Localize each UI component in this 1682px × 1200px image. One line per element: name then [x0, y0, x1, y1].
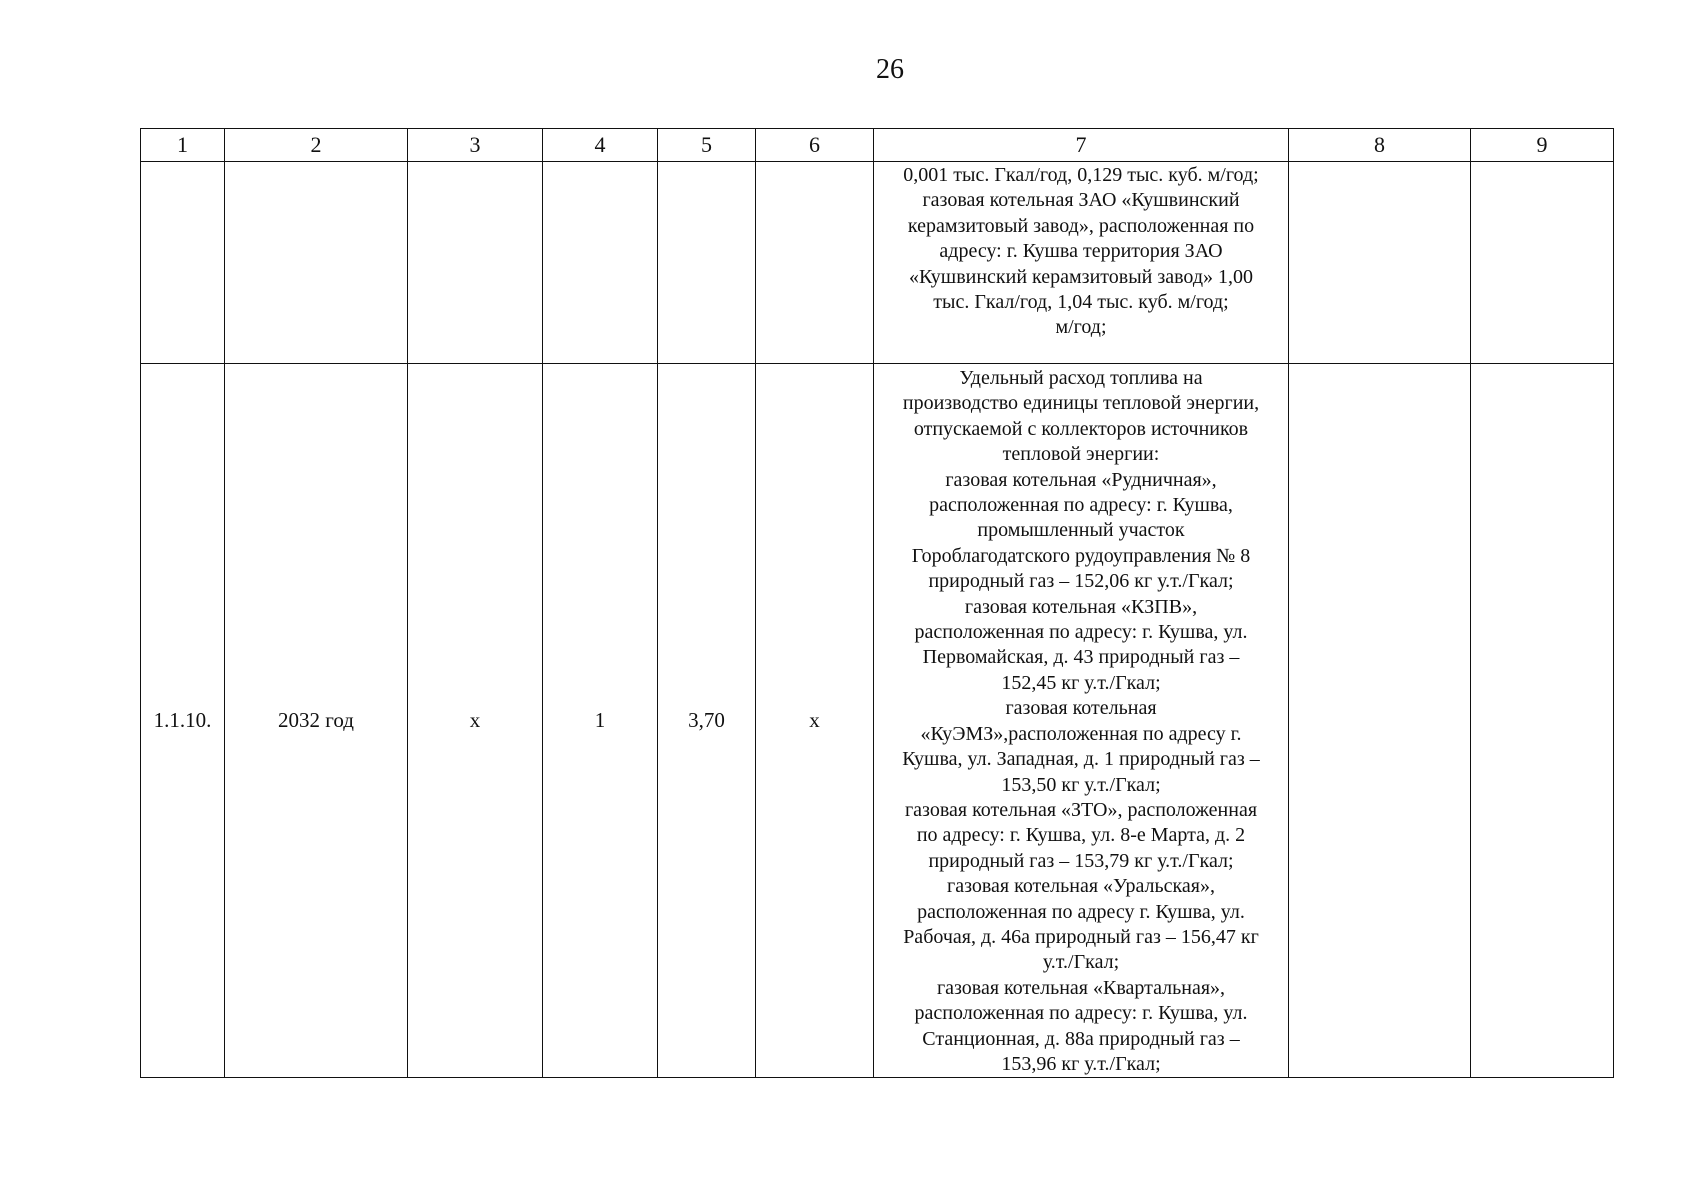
description-line: тепловой энергии: — [1002, 443, 1160, 466]
cell-col8 — [1289, 364, 1471, 1078]
cell-item-number — [141, 162, 225, 364]
description-line: расположенная по адресу: г. Кушва, — [929, 494, 1233, 517]
description-line: по адресу: г. Кушва, ул. 8-е Марта, д. 2 — [916, 824, 1246, 847]
cell-col3: х — [408, 364, 543, 1078]
cell-year: 2032 год — [225, 364, 408, 1078]
column-header-9: 9 — [1471, 129, 1614, 162]
page-number: 26 — [876, 54, 904, 85]
description-line: 152,45 кг у.т./Гкал; — [1001, 671, 1161, 694]
cell-col6: х — [756, 364, 874, 1078]
description-line: 0,001 тыс. Гкал/год, 0,129 тыс. куб. м/год; — [903, 164, 1259, 186]
column-header-7: 7 — [874, 129, 1289, 162]
cell-col9 — [1471, 364, 1614, 1078]
cell-description — [874, 364, 1289, 1078]
description-line: газовая котельная «Рудничная», — [945, 468, 1217, 491]
data-table — [140, 128, 1614, 1078]
cell-col4: 1 — [543, 364, 658, 1078]
description-line: природный газ – 152,06 кг у.т./Гкал; — [928, 570, 1234, 593]
description-line: Гороблагодатского рудоуправления № 8 — [911, 544, 1251, 567]
description-line: Рабочая, д. 46а природный газ – 156,47 кг — [903, 925, 1259, 948]
description-line: Станционная, д. 88а природный газ – — [922, 1027, 1240, 1050]
description-line: расположенная по адресу: г. Кушва, ул. — [914, 621, 1248, 644]
cell-col6 — [756, 162, 874, 364]
column-header-2: 2 — [225, 129, 408, 162]
column-header-6: 6 — [756, 129, 874, 162]
description-line: промышленный участок — [977, 519, 1185, 542]
cell-col8 — [1289, 162, 1471, 364]
cell-col9 — [1471, 162, 1614, 364]
cell-col4 — [543, 162, 658, 364]
description-line: газовая котельная — [1005, 697, 1157, 720]
column-header-3: 3 — [408, 129, 543, 162]
description-line: керамзитовый завод», расположенная по — [907, 214, 1255, 237]
description-line: отпускаемой с коллекторов источников — [913, 417, 1249, 440]
cell-item-number: 1.1.10. — [141, 364, 225, 1078]
cell-col5: 3,70 — [658, 364, 756, 1078]
description-line: газовая котельная «Квартальная», — [936, 976, 1226, 999]
table-row — [141, 364, 1614, 1078]
description-line: Первомайская, д. 43 природный газ – — [922, 646, 1240, 669]
cell-description — [874, 162, 1289, 364]
description-line: м/год; — [1055, 316, 1107, 339]
description-line: производство единицы тепловой энергии, — [902, 392, 1260, 415]
column-header-4: 4 — [543, 129, 658, 162]
description-line: газовая котельная «КЗПВ», — [964, 595, 1198, 618]
description-line: расположенная по адресу г. Кушва, ул. — [917, 900, 1245, 923]
description-line: «Кушвинский керамзитовый завод» 1,00 — [908, 265, 1254, 288]
cell-col5 — [658, 162, 756, 364]
column-header-1: 1 — [141, 129, 225, 162]
description-line: природный газ – 153,79 кг у.т./Гкал; — [928, 849, 1234, 872]
description-line: адресу: г. Кушва территория ЗАО — [939, 240, 1223, 263]
table-header-row — [141, 129, 1614, 162]
column-header-5: 5 — [658, 129, 756, 162]
description-line: газовая котельная ЗАО «Кушвинский — [922, 189, 1240, 212]
description-line: Удельный расход топлива на — [959, 367, 1203, 389]
description-line: «КуЭМЗ»,расположенная по адресу г. — [920, 722, 1242, 745]
table-row — [141, 162, 1614, 364]
description-line: газовая котельная «Уральская», — [947, 875, 1215, 898]
description-line: расположенная по адресу: г. Кушва, ул. — [914, 1002, 1248, 1025]
cell-year — [225, 162, 408, 364]
description-line: тыс. Гкал/год, 1,04 тыс. куб. м/год; — [933, 291, 1229, 314]
description-line: 153,96 кг у.т./Гкал; — [1001, 1052, 1161, 1075]
description-line: 153,50 кг у.т./Гкал; — [1001, 773, 1161, 796]
description-line: у.т./Гкал; — [1042, 951, 1120, 974]
column-header-8: 8 — [1289, 129, 1471, 162]
cell-col3 — [408, 162, 543, 364]
description-line: Кушва, ул. Западная, д. 1 природный газ – — [902, 748, 1260, 771]
description-line: газовая котельная «ЗТО», расположенная — [904, 798, 1258, 821]
